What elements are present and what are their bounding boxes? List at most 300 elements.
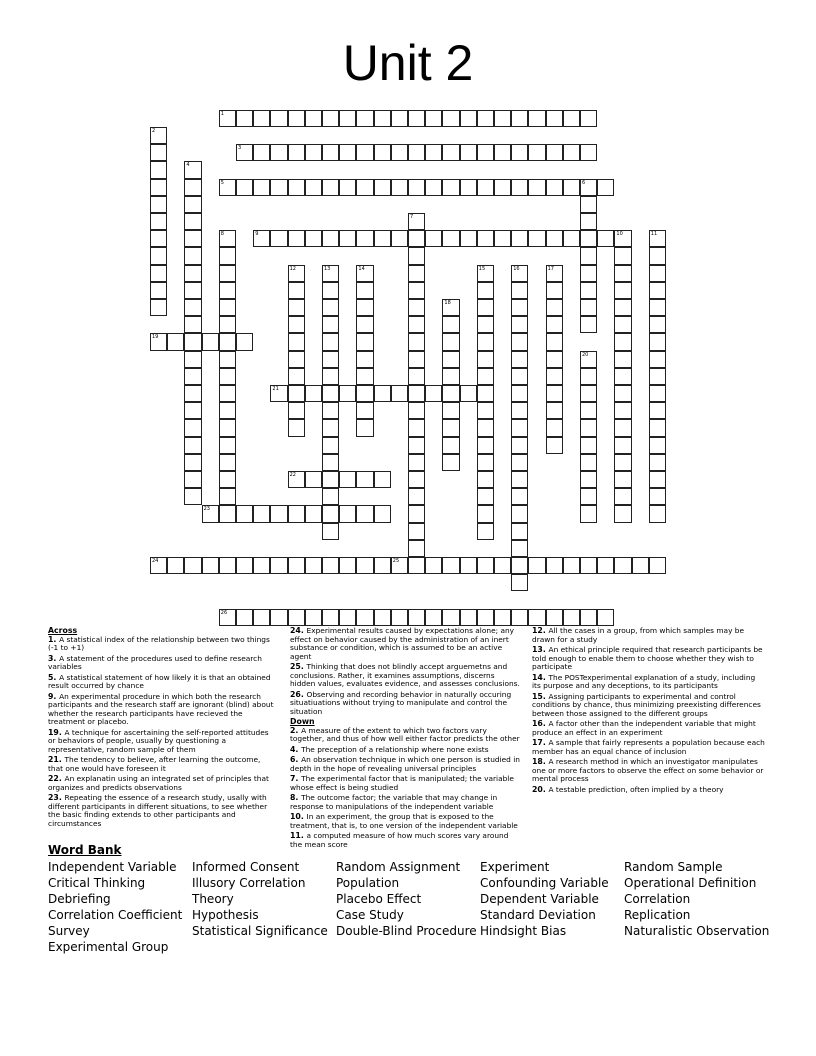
grid-cell[interactable] — [150, 299, 167, 316]
grid-cell[interactable] — [649, 316, 666, 333]
grid-cell[interactable] — [253, 557, 270, 574]
grid-cell[interactable] — [511, 299, 528, 316]
grid-cell[interactable] — [219, 179, 236, 196]
grid-cell[interactable] — [511, 471, 528, 488]
grid-cell[interactable] — [150, 265, 167, 282]
grid-cell[interactable] — [167, 557, 184, 574]
grid-cell[interactable] — [322, 230, 339, 247]
grid-cell[interactable] — [408, 609, 425, 626]
grid-cell[interactable] — [442, 316, 459, 333]
grid-cell[interactable] — [236, 609, 253, 626]
grid-cell[interactable] — [202, 557, 219, 574]
grid-cell[interactable] — [408, 368, 425, 385]
grid-cell[interactable] — [184, 282, 201, 299]
grid-cell[interactable] — [150, 196, 167, 213]
grid-cell[interactable] — [425, 609, 442, 626]
grid-cell[interactable] — [649, 299, 666, 316]
grid-cell[interactable] — [184, 454, 201, 471]
grid-cell[interactable] — [477, 488, 494, 505]
grid-cell[interactable] — [563, 179, 580, 196]
grid-cell[interactable] — [442, 609, 459, 626]
grid-cell[interactable] — [511, 385, 528, 402]
grid-cell[interactable] — [511, 144, 528, 161]
grid-cell[interactable] — [270, 230, 287, 247]
grid-cell[interactable] — [356, 385, 373, 402]
grid-cell[interactable] — [546, 609, 563, 626]
grid-cell[interactable] — [356, 471, 373, 488]
grid-cell[interactable] — [288, 110, 305, 127]
grid-cell[interactable] — [580, 385, 597, 402]
grid-cell[interactable] — [511, 368, 528, 385]
grid-cell[interactable] — [219, 437, 236, 454]
grid-cell[interactable] — [322, 299, 339, 316]
grid-cell[interactable] — [408, 247, 425, 264]
grid-cell[interactable] — [408, 523, 425, 540]
grid-cell[interactable] — [477, 265, 494, 282]
grid-cell[interactable] — [322, 333, 339, 350]
grid-cell[interactable] — [184, 316, 201, 333]
grid-cell[interactable] — [219, 316, 236, 333]
grid-cell[interactable] — [477, 299, 494, 316]
grid-cell[interactable] — [546, 282, 563, 299]
grid-cell[interactable] — [408, 110, 425, 127]
grid-cell[interactable] — [150, 557, 167, 574]
grid-cell[interactable] — [253, 505, 270, 522]
grid-cell[interactable] — [408, 265, 425, 282]
grid-cell[interactable] — [546, 351, 563, 368]
grid-cell[interactable] — [288, 179, 305, 196]
grid-cell[interactable] — [614, 299, 631, 316]
grid-cell[interactable] — [236, 110, 253, 127]
grid-cell[interactable] — [546, 557, 563, 574]
grid-cell[interactable] — [614, 265, 631, 282]
grid-cell[interactable] — [184, 419, 201, 436]
grid-cell[interactable] — [511, 523, 528, 540]
grid-cell[interactable] — [511, 265, 528, 282]
grid-cell[interactable] — [408, 213, 425, 230]
grid-cell[interactable] — [288, 230, 305, 247]
grid-cell[interactable] — [649, 385, 666, 402]
grid-cell[interactable] — [322, 419, 339, 436]
grid-cell[interactable] — [477, 230, 494, 247]
grid-cell[interactable] — [528, 557, 545, 574]
grid-cell[interactable] — [184, 196, 201, 213]
grid-cell[interactable] — [477, 471, 494, 488]
grid-cell[interactable] — [511, 437, 528, 454]
grid-cell[interactable] — [374, 609, 391, 626]
grid-cell[interactable] — [546, 230, 563, 247]
grid-cell[interactable] — [477, 144, 494, 161]
grid-cell[interactable] — [150, 230, 167, 247]
grid-cell[interactable] — [528, 230, 545, 247]
grid-cell[interactable] — [511, 110, 528, 127]
grid-cell[interactable] — [322, 523, 339, 540]
grid-cell[interactable] — [442, 419, 459, 436]
grid-cell[interactable] — [322, 557, 339, 574]
grid-cell[interactable] — [408, 557, 425, 574]
grid-cell[interactable] — [563, 110, 580, 127]
grid-cell[interactable] — [356, 110, 373, 127]
grid-cell[interactable] — [649, 230, 666, 247]
grid-cell[interactable] — [614, 488, 631, 505]
grid-cell[interactable] — [408, 299, 425, 316]
grid-cell[interactable] — [253, 179, 270, 196]
grid-cell[interactable] — [511, 609, 528, 626]
grid-cell[interactable] — [184, 368, 201, 385]
grid-cell[interactable] — [356, 316, 373, 333]
grid-cell[interactable] — [511, 402, 528, 419]
grid-cell[interactable] — [356, 505, 373, 522]
grid-cell[interactable] — [580, 247, 597, 264]
grid-cell[interactable] — [288, 505, 305, 522]
grid-cell[interactable] — [305, 505, 322, 522]
grid-cell[interactable] — [184, 402, 201, 419]
grid-cell[interactable] — [322, 110, 339, 127]
grid-cell[interactable] — [219, 110, 236, 127]
grid-cell[interactable] — [580, 299, 597, 316]
grid-cell[interactable] — [374, 230, 391, 247]
grid-cell[interactable] — [477, 402, 494, 419]
grid-cell[interactable] — [391, 557, 408, 574]
grid-cell[interactable] — [391, 385, 408, 402]
grid-cell[interactable] — [339, 230, 356, 247]
grid-cell[interactable] — [356, 299, 373, 316]
grid-cell[interactable] — [322, 368, 339, 385]
grid-cell[interactable] — [614, 351, 631, 368]
grid-cell[interactable] — [305, 144, 322, 161]
grid-cell[interactable] — [219, 282, 236, 299]
grid-cell[interactable] — [494, 230, 511, 247]
grid-cell[interactable] — [356, 419, 373, 436]
grid-cell[interactable] — [614, 402, 631, 419]
grid-cell[interactable] — [408, 505, 425, 522]
grid-cell[interactable] — [649, 471, 666, 488]
grid-cell[interactable] — [374, 385, 391, 402]
grid-cell[interactable] — [614, 557, 631, 574]
grid-cell[interactable] — [219, 471, 236, 488]
grid-cell[interactable] — [649, 488, 666, 505]
grid-cell[interactable] — [150, 144, 167, 161]
grid-cell[interactable] — [580, 179, 597, 196]
grid-cell[interactable] — [546, 437, 563, 454]
grid-cell[interactable] — [442, 299, 459, 316]
grid-cell[interactable] — [184, 299, 201, 316]
grid-cell[interactable] — [288, 282, 305, 299]
grid-cell[interactable] — [597, 557, 614, 574]
grid-cell[interactable] — [184, 488, 201, 505]
grid-cell[interactable] — [580, 110, 597, 127]
grid-cell[interactable] — [546, 144, 563, 161]
grid-cell[interactable] — [322, 402, 339, 419]
grid-cell[interactable] — [580, 368, 597, 385]
grid-cell[interactable] — [356, 265, 373, 282]
grid-cell[interactable] — [184, 179, 201, 196]
grid-cell[interactable] — [184, 385, 201, 402]
grid-cell[interactable] — [270, 110, 287, 127]
grid-cell[interactable] — [322, 385, 339, 402]
grid-cell[interactable] — [528, 110, 545, 127]
grid-cell[interactable] — [649, 557, 666, 574]
grid-cell[interactable] — [391, 609, 408, 626]
grid-cell[interactable] — [649, 454, 666, 471]
grid-cell[interactable] — [442, 454, 459, 471]
grid-cell[interactable] — [339, 385, 356, 402]
grid-cell[interactable] — [305, 385, 322, 402]
grid-cell[interactable] — [580, 144, 597, 161]
grid-cell[interactable] — [408, 282, 425, 299]
grid-cell[interactable] — [460, 110, 477, 127]
grid-cell[interactable] — [494, 609, 511, 626]
grid-cell[interactable] — [408, 419, 425, 436]
grid-cell[interactable] — [391, 144, 408, 161]
grid-cell[interactable] — [511, 316, 528, 333]
grid-cell[interactable] — [477, 282, 494, 299]
grid-cell[interactable] — [614, 316, 631, 333]
grid-cell[interactable] — [580, 351, 597, 368]
grid-cell[interactable] — [460, 385, 477, 402]
grid-cell[interactable] — [288, 557, 305, 574]
grid-cell[interactable] — [150, 127, 167, 144]
grid-cell[interactable] — [408, 385, 425, 402]
grid-cell[interactable] — [391, 179, 408, 196]
grid-cell[interactable] — [614, 437, 631, 454]
grid-cell[interactable] — [219, 247, 236, 264]
grid-cell[interactable] — [150, 213, 167, 230]
grid-cell[interactable] — [339, 471, 356, 488]
grid-cell[interactable] — [253, 230, 270, 247]
grid-cell[interactable] — [150, 282, 167, 299]
grid-cell[interactable] — [356, 402, 373, 419]
grid-cell[interactable] — [563, 230, 580, 247]
grid-cell[interactable] — [442, 368, 459, 385]
grid-cell[interactable] — [374, 144, 391, 161]
grid-cell[interactable] — [614, 247, 631, 264]
grid-cell[interactable] — [580, 419, 597, 436]
grid-cell[interactable] — [511, 419, 528, 436]
grid-cell[interactable] — [614, 505, 631, 522]
grid-cell[interactable] — [546, 316, 563, 333]
grid-cell[interactable] — [288, 316, 305, 333]
grid-cell[interactable] — [546, 265, 563, 282]
grid-cell[interactable] — [442, 351, 459, 368]
grid-cell[interactable] — [649, 419, 666, 436]
grid-cell[interactable] — [494, 557, 511, 574]
grid-cell[interactable] — [511, 488, 528, 505]
grid-cell[interactable] — [374, 557, 391, 574]
grid-cell[interactable] — [477, 609, 494, 626]
grid-cell[interactable] — [219, 299, 236, 316]
grid-cell[interactable] — [322, 351, 339, 368]
grid-cell[interactable] — [219, 488, 236, 505]
grid-cell[interactable] — [614, 454, 631, 471]
grid-cell[interactable] — [649, 505, 666, 522]
grid-cell[interactable] — [339, 110, 356, 127]
grid-cell[interactable] — [219, 609, 236, 626]
grid-cell[interactable] — [408, 316, 425, 333]
grid-cell[interactable] — [184, 557, 201, 574]
grid-cell[interactable] — [477, 333, 494, 350]
grid-cell[interactable] — [322, 471, 339, 488]
grid-cell[interactable] — [580, 316, 597, 333]
grid-cell[interactable] — [391, 110, 408, 127]
grid-cell[interactable] — [167, 333, 184, 350]
grid-cell[interactable] — [546, 419, 563, 436]
grid-cell[interactable] — [339, 144, 356, 161]
grid-cell[interactable] — [184, 471, 201, 488]
grid-cell[interactable] — [649, 282, 666, 299]
grid-cell[interactable] — [391, 230, 408, 247]
grid-cell[interactable] — [442, 557, 459, 574]
grid-cell[interactable] — [374, 179, 391, 196]
grid-cell[interactable] — [288, 402, 305, 419]
grid-cell[interactable] — [477, 523, 494, 540]
grid-cell[interactable] — [305, 230, 322, 247]
grid-cell[interactable] — [184, 213, 201, 230]
grid-cell[interactable] — [288, 333, 305, 350]
grid-cell[interactable] — [614, 385, 631, 402]
grid-cell[interactable] — [184, 333, 201, 350]
grid-cell[interactable] — [460, 609, 477, 626]
grid-cell[interactable] — [219, 351, 236, 368]
grid-cell[interactable] — [546, 385, 563, 402]
grid-cell[interactable] — [511, 540, 528, 557]
grid-cell[interactable] — [546, 368, 563, 385]
grid-cell[interactable] — [425, 144, 442, 161]
grid-cell[interactable] — [288, 368, 305, 385]
grid-cell[interactable] — [270, 609, 287, 626]
grid-cell[interactable] — [511, 557, 528, 574]
grid-cell[interactable] — [460, 557, 477, 574]
grid-cell[interactable] — [614, 333, 631, 350]
grid-cell[interactable] — [614, 419, 631, 436]
grid-cell[interactable] — [184, 265, 201, 282]
grid-cell[interactable] — [374, 110, 391, 127]
grid-cell[interactable] — [408, 402, 425, 419]
grid-cell[interactable] — [270, 557, 287, 574]
grid-cell[interactable] — [305, 471, 322, 488]
grid-cell[interactable] — [356, 230, 373, 247]
grid-cell[interactable] — [322, 437, 339, 454]
grid-cell[interactable] — [425, 110, 442, 127]
grid-cell[interactable] — [528, 179, 545, 196]
grid-cell[interactable] — [580, 437, 597, 454]
grid-cell[interactable] — [202, 505, 219, 522]
grid-cell[interactable] — [322, 454, 339, 471]
grid-cell[interactable] — [288, 609, 305, 626]
grid-cell[interactable] — [580, 488, 597, 505]
grid-cell[interactable] — [546, 333, 563, 350]
grid-cell[interactable] — [580, 230, 597, 247]
grid-cell[interactable] — [442, 437, 459, 454]
grid-cell[interactable] — [322, 282, 339, 299]
grid-cell[interactable] — [546, 110, 563, 127]
grid-cell[interactable] — [253, 144, 270, 161]
grid-cell[interactable] — [580, 454, 597, 471]
grid-cell[interactable] — [408, 488, 425, 505]
grid-cell[interactable] — [649, 437, 666, 454]
grid-cell[interactable] — [442, 385, 459, 402]
grid-cell[interactable] — [649, 351, 666, 368]
grid-cell[interactable] — [288, 471, 305, 488]
grid-cell[interactable] — [356, 368, 373, 385]
grid-cell[interactable] — [580, 505, 597, 522]
grid-cell[interactable] — [270, 179, 287, 196]
grid-cell[interactable] — [563, 609, 580, 626]
grid-cell[interactable] — [580, 265, 597, 282]
grid-cell[interactable] — [494, 144, 511, 161]
grid-cell[interactable] — [649, 333, 666, 350]
grid-cell[interactable] — [339, 179, 356, 196]
grid-cell[interactable] — [322, 144, 339, 161]
grid-cell[interactable] — [511, 230, 528, 247]
grid-cell[interactable] — [511, 333, 528, 350]
grid-cell[interactable] — [614, 368, 631, 385]
grid-cell[interactable] — [511, 179, 528, 196]
grid-cell[interactable] — [477, 385, 494, 402]
grid-cell[interactable] — [477, 179, 494, 196]
grid-cell[interactable] — [442, 144, 459, 161]
grid-cell[interactable] — [356, 179, 373, 196]
grid-cell[interactable] — [184, 161, 201, 178]
grid-cell[interactable] — [150, 179, 167, 196]
grid-cell[interactable] — [356, 609, 373, 626]
grid-cell[interactable] — [305, 179, 322, 196]
grid-cell[interactable] — [477, 557, 494, 574]
grid-cell[interactable] — [632, 557, 649, 574]
grid-cell[interactable] — [442, 333, 459, 350]
grid-cell[interactable] — [219, 333, 236, 350]
grid-cell[interactable] — [614, 282, 631, 299]
grid-cell[interactable] — [339, 505, 356, 522]
grid-cell[interactable] — [528, 609, 545, 626]
grid-cell[interactable] — [442, 179, 459, 196]
grid-cell[interactable] — [236, 144, 253, 161]
grid-cell[interactable] — [477, 419, 494, 436]
grid-cell[interactable] — [580, 609, 597, 626]
grid-cell[interactable] — [184, 437, 201, 454]
grid-cell[interactable] — [253, 110, 270, 127]
grid-cell[interactable] — [460, 230, 477, 247]
grid-cell[interactable] — [408, 144, 425, 161]
grid-cell[interactable] — [339, 609, 356, 626]
grid-cell[interactable] — [477, 454, 494, 471]
grid-cell[interactable] — [597, 609, 614, 626]
grid-cell[interactable] — [305, 110, 322, 127]
grid-cell[interactable] — [288, 385, 305, 402]
grid-cell[interactable] — [184, 230, 201, 247]
grid-cell[interactable] — [356, 351, 373, 368]
grid-cell[interactable] — [546, 299, 563, 316]
grid-cell[interactable] — [236, 557, 253, 574]
grid-cell[interactable] — [460, 144, 477, 161]
grid-cell[interactable] — [374, 505, 391, 522]
grid-cell[interactable] — [511, 454, 528, 471]
grid-cell[interactable] — [219, 419, 236, 436]
grid-cell[interactable] — [322, 609, 339, 626]
grid-cell[interactable] — [288, 144, 305, 161]
grid-cell[interactable] — [219, 230, 236, 247]
grid-cell[interactable] — [236, 505, 253, 522]
grid-cell[interactable] — [150, 161, 167, 178]
grid-cell[interactable] — [442, 110, 459, 127]
grid-cell[interactable] — [511, 574, 528, 591]
grid-cell[interactable] — [270, 144, 287, 161]
grid-cell[interactable] — [442, 230, 459, 247]
grid-cell[interactable] — [184, 351, 201, 368]
grid-cell[interactable] — [408, 351, 425, 368]
grid-cell[interactable] — [305, 557, 322, 574]
grid-cell[interactable] — [580, 402, 597, 419]
